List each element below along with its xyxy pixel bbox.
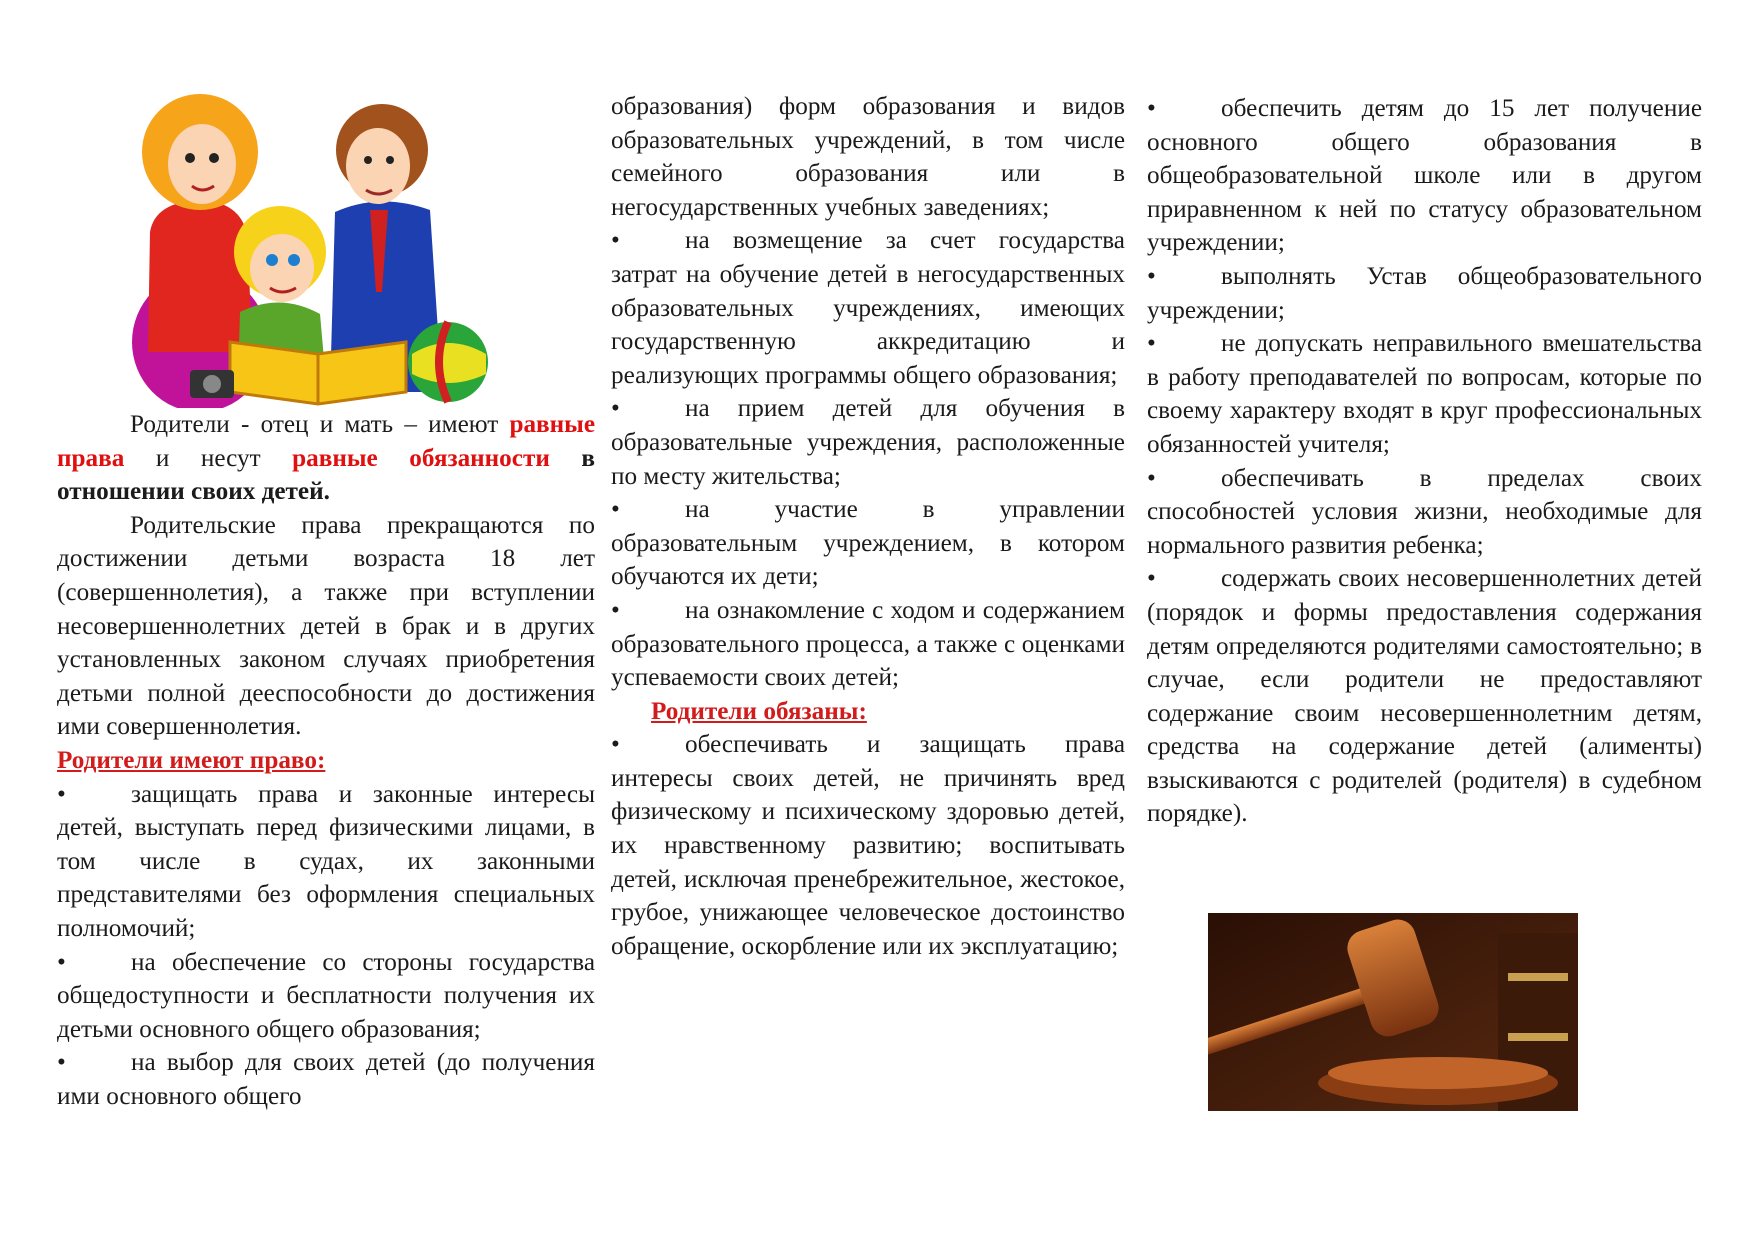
list-item: • на прием детей для обучения в образовательные учреждения, расположенные по месту жительства; <box>611 392 1125 493</box>
intro-paragraph-1: Родители - отец и мать – имеют равные права и несут равные обязанности в отношении своих детей. <box>57 411 595 506</box>
bullet-icon: • <box>57 948 66 976</box>
bullet-icon: • <box>1147 565 1156 593</box>
judge-gavel-photo <box>1208 913 1578 1111</box>
bullet-icon: • <box>611 496 620 524</box>
mother-face <box>168 124 236 204</box>
family-reading-illustration <box>130 92 490 408</box>
equal-rights-highlight: равные права <box>57 411 595 472</box>
list-item: • обеспечивать и защищать права интересы своих детей, не причинять вред физическому и психическому здоровью детей, их нравственному развитию; воспитывать детей, исключая пренебрежительное, жестокое, грубое, унижающее человеческое достоинство обращение, оскорбление или их эксплуатацию; <box>611 728 1125 963</box>
list-item: • на выбор для своих детей (до получения ими основного общего <box>57 1046 595 1113</box>
list-item: • на ознакомление с ходом и содержанием образовательного процесса, а также с оценками успеваемости своих детей; <box>611 594 1125 695</box>
bullet-icon: • <box>1147 464 1156 492</box>
list-item: • выполнять Устав общеобразовательного учреждении; <box>1147 260 1702 327</box>
list-item: • обеспечивать в пределах своих способностей условия жизни, необходимые для нормального развития ребенка; <box>1147 462 1702 563</box>
rights-heading: Родители имеют право: <box>57 746 326 774</box>
intro-paragraph-2: Родительские права прекращаются по достижении детьми возраста 18 лет (совершеннолетия), а также при вступлении несовершеннолетних детей в брак и в других установленных законом случаях приобретения детьми полной дееспособности до достижения ими совершеннолетия. <box>57 511 595 741</box>
column-2 <box>611 90 1125 963</box>
list-item: • на обеспечение со стороны государства общедоступности и бесплатности получения их детьми основного общего образования; <box>57 946 595 1047</box>
list-item: • обеспечить детям до 15 лет получение основного общего образования в общеобразовательной школе или в другом приравненном к ней по статусу образовательном учреждении; <box>1147 92 1702 260</box>
bullet-icon: • <box>1147 262 1156 290</box>
list-item: • не допускать неправильного вмешательства в работу преподавателей по вопросам, которые по своему характеру входят в круг профессиональных обязанностей учителя; <box>1147 327 1702 461</box>
obligations-list-continued <box>1147 92 1702 831</box>
bullet-icon: • <box>611 731 620 759</box>
list-item: • содержать своих несовершеннолетних детей (порядок и формы предоставления содержания детям определяются родителями самостоятельно; в случае, если родители не предоставляют содержание своим несовершеннолетним детям, средства на содержание детей (алименты) взыскиваются с родителей (родителя) в судебном порядке). <box>1147 562 1702 831</box>
column-3 <box>1147 92 1702 831</box>
list-item: • защищать права и законные интересы детей, выступать перед физическими лицами, в том числе в судах, их законными представителями без оформления специальных полномочий; <box>57 778 595 946</box>
equal-obligations-highlight: равные обязанности <box>292 444 550 472</box>
bullet-icon: • <box>1147 95 1156 122</box>
bullet-icon: • <box>611 227 620 255</box>
list-item: • на участие в управлении образовательным учреждением, в котором обучаются их дети; <box>611 493 1125 594</box>
obligations-heading: Родители обязаны: <box>651 697 867 725</box>
bullet-icon: • <box>1147 330 1156 358</box>
obligations-list <box>611 728 1125 963</box>
bullet-icon: • <box>57 780 66 808</box>
list-item: • на возмещение за счет государства затрат на обучение детей в негосударственных образовательных учреждениях, имеющих государственную аккредитацию и реализующих программы общего образования; <box>611 224 1125 392</box>
continuation-paragraph: образования) форм образования и видов образовательных учреждений, в том числе семейного образования или в негосударственных учебных заведениях; <box>611 93 1125 221</box>
bullet-icon: • <box>611 596 620 624</box>
column-1 <box>57 408 595 1113</box>
rights-list <box>57 778 595 1114</box>
bullet-icon: • <box>611 395 620 423</box>
bullet-icon: • <box>57 1049 66 1077</box>
mother-dress <box>148 200 252 352</box>
rights-list-continued <box>611 224 1125 694</box>
